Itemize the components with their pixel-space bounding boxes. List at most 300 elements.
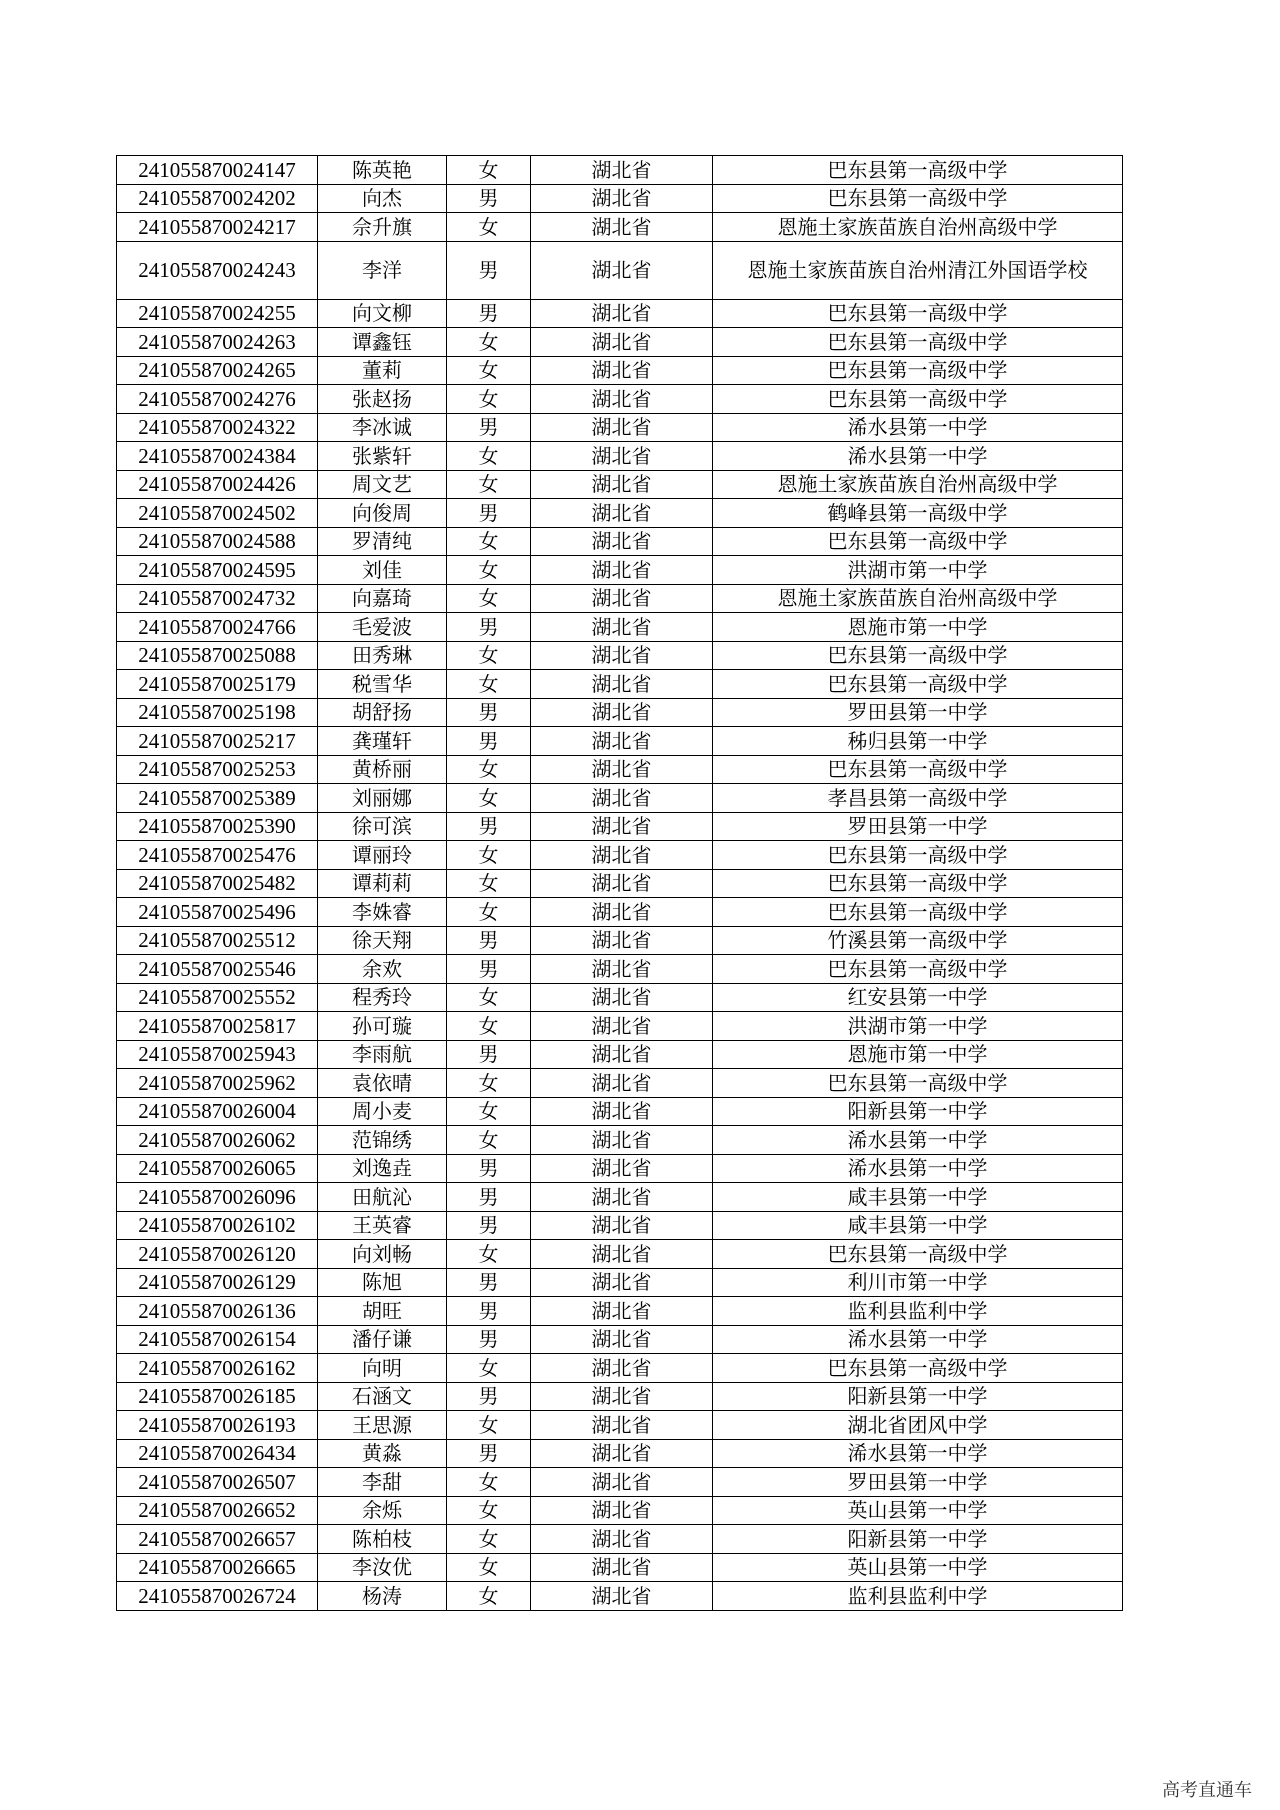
school-cell: 浠水县第一中学 <box>713 1154 1123 1183</box>
school-cell: 恩施土家族苗族自治州高级中学 <box>713 584 1123 613</box>
student-name-cell: 向俊周 <box>318 499 447 528</box>
province-cell: 湖北省 <box>531 755 713 784</box>
table-row <box>117 784 1123 813</box>
exam-id-cell: 241055870024595 <box>117 556 318 585</box>
school-cell: 巴东县第一高级中学 <box>713 299 1123 328</box>
province-cell: 湖北省 <box>531 1297 713 1326</box>
table-row <box>117 584 1123 613</box>
table-row <box>117 755 1123 784</box>
exam-id-cell: 241055870026154 <box>117 1325 318 1354</box>
province-cell: 湖北省 <box>531 1097 713 1126</box>
student-name-cell: 佘升旗 <box>318 213 447 242</box>
student-name-cell: 余烁 <box>318 1496 447 1525</box>
gender-cell: 女 <box>447 1553 531 1582</box>
school-cell: 巴东县第一高级中学 <box>713 1354 1123 1383</box>
gender-cell: 女 <box>447 328 531 357</box>
gender-cell: 女 <box>447 869 531 898</box>
school-cell: 秭归县第一中学 <box>713 727 1123 756</box>
student-name-cell: 程秀玲 <box>318 983 447 1012</box>
school-cell: 浠水县第一中学 <box>713 1126 1123 1155</box>
province-cell: 湖北省 <box>531 299 713 328</box>
student-name-cell: 陈柏枝 <box>318 1525 447 1554</box>
exam-id-cell: 241055870025546 <box>117 955 318 984</box>
exam-id-cell: 241055870026434 <box>117 1439 318 1468</box>
province-cell: 湖北省 <box>531 556 713 585</box>
student-name-cell: 潘仔谦 <box>318 1325 447 1354</box>
student-name-cell: 向嘉琦 <box>318 584 447 613</box>
exam-id-cell: 241055870025476 <box>117 841 318 870</box>
school-cell: 孝昌县第一高级中学 <box>713 784 1123 813</box>
exam-id-cell: 241055870025088 <box>117 641 318 670</box>
gender-cell: 女 <box>447 556 531 585</box>
province-cell: 湖北省 <box>531 926 713 955</box>
gender-cell: 男 <box>447 1183 531 1212</box>
school-cell: 巴东县第一高级中学 <box>713 955 1123 984</box>
student-name-cell: 向杰 <box>318 184 447 213</box>
province-cell: 湖北省 <box>531 413 713 442</box>
table-row <box>117 1525 1123 1554</box>
exam-id-cell: 241055870024276 <box>117 385 318 414</box>
student-name-cell: 张紫轩 <box>318 442 447 471</box>
student-name-cell: 张赵扬 <box>318 385 447 414</box>
province-cell: 湖北省 <box>531 898 713 927</box>
table-row <box>117 241 1123 299</box>
province-cell: 湖北省 <box>531 1183 713 1212</box>
table-row <box>117 1040 1123 1069</box>
student-name-cell: 李冰诚 <box>318 413 447 442</box>
gender-cell: 女 <box>447 442 531 471</box>
school-cell: 恩施市第一中学 <box>713 1040 1123 1069</box>
province-cell: 湖北省 <box>531 1126 713 1155</box>
student-name-cell: 周文艺 <box>318 470 447 499</box>
gender-cell: 男 <box>447 241 531 299</box>
table-row <box>117 1553 1123 1582</box>
school-cell: 英山县第一中学 <box>713 1496 1123 1525</box>
school-cell: 阳新县第一中学 <box>713 1525 1123 1554</box>
province-cell: 湖北省 <box>531 983 713 1012</box>
student-name-cell: 毛爱波 <box>318 613 447 642</box>
student-name-cell: 刘佳 <box>318 556 447 585</box>
school-cell: 罗田县第一中学 <box>713 1468 1123 1497</box>
table-row <box>117 1240 1123 1269</box>
table-row <box>117 328 1123 357</box>
gender-cell: 女 <box>447 784 531 813</box>
province-cell: 湖北省 <box>531 1411 713 1440</box>
exam-id-cell: 241055870024426 <box>117 470 318 499</box>
school-cell: 巴东县第一高级中学 <box>713 328 1123 357</box>
table-row <box>117 1154 1123 1183</box>
exam-id-cell: 241055870024265 <box>117 356 318 385</box>
school-cell: 咸丰县第一中学 <box>713 1183 1123 1212</box>
school-cell: 阳新县第一中学 <box>713 1382 1123 1411</box>
gender-cell: 女 <box>447 641 531 670</box>
table-row <box>117 527 1123 556</box>
exam-id-cell: 241055870026652 <box>117 1496 318 1525</box>
gender-cell: 女 <box>447 584 531 613</box>
exam-id-cell: 241055870024263 <box>117 328 318 357</box>
exam-id-cell: 241055870026162 <box>117 1354 318 1383</box>
table-row <box>117 869 1123 898</box>
school-cell: 巴东县第一高级中学 <box>713 641 1123 670</box>
school-cell: 洪湖市第一中学 <box>713 1012 1123 1041</box>
school-cell: 洪湖市第一中学 <box>713 556 1123 585</box>
table-row <box>117 385 1123 414</box>
school-cell: 巴东县第一高级中学 <box>713 898 1123 927</box>
table-row <box>117 983 1123 1012</box>
province-cell: 湖北省 <box>531 1069 713 1098</box>
student-name-cell: 李姝睿 <box>318 898 447 927</box>
exam-id-cell: 241055870024255 <box>117 299 318 328</box>
student-name-cell: 石涵文 <box>318 1382 447 1411</box>
school-cell: 恩施土家族苗族自治州高级中学 <box>713 213 1123 242</box>
student-name-cell: 余欢 <box>318 955 447 984</box>
gender-cell: 男 <box>447 499 531 528</box>
province-cell: 湖北省 <box>531 727 713 756</box>
student-name-cell: 陈旭 <box>318 1268 447 1297</box>
table-row <box>117 413 1123 442</box>
gender-cell: 男 <box>447 727 531 756</box>
province-cell: 湖北省 <box>531 1240 713 1269</box>
table-row <box>117 898 1123 927</box>
student-name-cell: 谭丽玲 <box>318 841 447 870</box>
province-cell: 湖北省 <box>531 955 713 984</box>
exam-id-cell: 241055870026185 <box>117 1382 318 1411</box>
student-name-cell: 胡舒扬 <box>318 698 447 727</box>
gender-cell: 男 <box>447 926 531 955</box>
student-name-cell: 孙可璇 <box>318 1012 447 1041</box>
exam-id-cell: 241055870026724 <box>117 1582 318 1611</box>
province-cell: 湖北省 <box>531 1325 713 1354</box>
student-name-cell: 董莉 <box>318 356 447 385</box>
student-name-cell: 陈英艳 <box>318 156 447 185</box>
school-cell: 巴东县第一高级中学 <box>713 385 1123 414</box>
table-row <box>117 812 1123 841</box>
table-row <box>117 955 1123 984</box>
province-cell: 湖北省 <box>531 584 713 613</box>
exam-id-cell: 241055870025943 <box>117 1040 318 1069</box>
province-cell: 湖北省 <box>531 527 713 556</box>
table-row <box>117 613 1123 642</box>
student-name-cell: 刘逸垚 <box>318 1154 447 1183</box>
student-name-cell: 田航沁 <box>318 1183 447 1212</box>
student-name-cell: 谭鑫钰 <box>318 328 447 357</box>
school-cell: 浠水县第一中学 <box>713 413 1123 442</box>
school-cell: 竹溪县第一高级中学 <box>713 926 1123 955</box>
gender-cell: 女 <box>447 1240 531 1269</box>
school-cell: 鹤峰县第一高级中学 <box>713 499 1123 528</box>
exam-id-cell: 241055870024384 <box>117 442 318 471</box>
student-name-cell: 李甜 <box>318 1468 447 1497</box>
exam-id-cell: 241055870025389 <box>117 784 318 813</box>
province-cell: 湖北省 <box>531 1439 713 1468</box>
gender-cell: 女 <box>447 1411 531 1440</box>
gender-cell: 男 <box>447 1382 531 1411</box>
exam-id-cell: 241055870025552 <box>117 983 318 1012</box>
gender-cell: 男 <box>447 1297 531 1326</box>
student-name-cell: 李洋 <box>318 241 447 299</box>
student-name-cell: 范锦绣 <box>318 1126 447 1155</box>
table-row <box>117 1496 1123 1525</box>
province-cell: 湖北省 <box>531 1211 713 1240</box>
watermark-text: 高考直通车 <box>1162 1780 1252 1801</box>
table-row <box>117 184 1123 213</box>
student-list-body <box>117 156 1123 1611</box>
gender-cell: 女 <box>447 1126 531 1155</box>
province-cell: 湖北省 <box>531 356 713 385</box>
table-row <box>117 841 1123 870</box>
province-cell: 湖北省 <box>531 328 713 357</box>
exam-id-cell: 241055870026665 <box>117 1553 318 1582</box>
gender-cell: 女 <box>447 1354 531 1383</box>
table-row <box>117 299 1123 328</box>
gender-cell: 男 <box>447 1325 531 1354</box>
table-row <box>117 1012 1123 1041</box>
table-row <box>117 1268 1123 1297</box>
student-name-cell: 袁依晴 <box>318 1069 447 1098</box>
gender-cell: 女 <box>447 1012 531 1041</box>
province-cell: 湖北省 <box>531 1525 713 1554</box>
gender-cell: 男 <box>447 413 531 442</box>
exam-id-cell: 241055870026129 <box>117 1268 318 1297</box>
school-cell: 利川市第一中学 <box>713 1268 1123 1297</box>
exam-id-cell: 241055870026120 <box>117 1240 318 1269</box>
province-cell: 湖北省 <box>531 1268 713 1297</box>
gender-cell: 女 <box>447 983 531 1012</box>
exam-id-cell: 241055870025817 <box>117 1012 318 1041</box>
gender-cell: 男 <box>447 1211 531 1240</box>
gender-cell: 女 <box>447 385 531 414</box>
table-row <box>117 356 1123 385</box>
school-cell: 浠水县第一中学 <box>713 1325 1123 1354</box>
exam-id-cell: 241055870026193 <box>117 1411 318 1440</box>
exam-id-cell: 241055870026507 <box>117 1468 318 1497</box>
student-name-cell: 周小麦 <box>318 1097 447 1126</box>
gender-cell: 女 <box>447 898 531 927</box>
student-name-cell: 杨涛 <box>318 1582 447 1611</box>
gender-cell: 女 <box>447 1468 531 1497</box>
table-row <box>117 156 1123 185</box>
gender-cell: 女 <box>447 1069 531 1098</box>
exam-id-cell: 241055870026065 <box>117 1154 318 1183</box>
school-cell: 巴东县第一高级中学 <box>713 527 1123 556</box>
table-row <box>117 1183 1123 1212</box>
exam-id-cell: 241055870024202 <box>117 184 318 213</box>
gender-cell: 女 <box>447 156 531 185</box>
province-cell: 湖北省 <box>531 184 713 213</box>
province-cell: 湖北省 <box>531 841 713 870</box>
exam-id-cell: 241055870024732 <box>117 584 318 613</box>
table-row <box>117 442 1123 471</box>
school-cell: 红安县第一中学 <box>713 983 1123 1012</box>
school-cell: 巴东县第一高级中学 <box>713 1240 1123 1269</box>
province-cell: 湖北省 <box>531 641 713 670</box>
table-row <box>117 926 1123 955</box>
exam-id-cell: 241055870025512 <box>117 926 318 955</box>
table-row <box>117 670 1123 699</box>
table-row <box>117 1297 1123 1326</box>
table-row <box>117 470 1123 499</box>
school-cell: 恩施土家族苗族自治州高级中学 <box>713 470 1123 499</box>
school-cell: 巴东县第一高级中学 <box>713 841 1123 870</box>
province-cell: 湖北省 <box>531 1012 713 1041</box>
school-cell: 阳新县第一中学 <box>713 1097 1123 1126</box>
gender-cell: 女 <box>447 755 531 784</box>
student-name-cell: 向文柳 <box>318 299 447 328</box>
exam-id-cell: 241055870024147 <box>117 156 318 185</box>
student-list-table <box>116 155 1123 1611</box>
table-row <box>117 1468 1123 1497</box>
student-name-cell: 罗清纯 <box>318 527 447 556</box>
student-name-cell: 黄桥丽 <box>318 755 447 784</box>
gender-cell: 女 <box>447 1525 531 1554</box>
exam-id-cell: 241055870025962 <box>117 1069 318 1098</box>
gender-cell: 女 <box>447 470 531 499</box>
table-row <box>117 1211 1123 1240</box>
student-name-cell: 李雨航 <box>318 1040 447 1069</box>
school-cell: 英山县第一中学 <box>713 1553 1123 1582</box>
gender-cell: 男 <box>447 184 531 213</box>
province-cell: 湖北省 <box>531 613 713 642</box>
school-cell: 浠水县第一中学 <box>713 1439 1123 1468</box>
table-row <box>117 1069 1123 1098</box>
gender-cell: 女 <box>447 1097 531 1126</box>
table-row <box>117 1354 1123 1383</box>
gender-cell: 男 <box>447 698 531 727</box>
table-row <box>117 499 1123 528</box>
province-cell: 湖北省 <box>531 241 713 299</box>
province-cell: 湖北省 <box>531 1468 713 1497</box>
student-name-cell: 胡旺 <box>318 1297 447 1326</box>
province-cell: 湖北省 <box>531 1496 713 1525</box>
table-row <box>117 641 1123 670</box>
school-cell: 巴东县第一高级中学 <box>713 356 1123 385</box>
school-cell: 咸丰县第一中学 <box>713 1211 1123 1240</box>
student-name-cell: 李汝优 <box>318 1553 447 1582</box>
table-row <box>117 1439 1123 1468</box>
student-name-cell: 向刘畅 <box>318 1240 447 1269</box>
gender-cell: 男 <box>447 1040 531 1069</box>
school-cell: 浠水县第一中学 <box>713 442 1123 471</box>
exam-id-cell: 241055870025482 <box>117 869 318 898</box>
exam-id-cell: 241055870025198 <box>117 698 318 727</box>
school-cell: 监利县监利中学 <box>713 1582 1123 1611</box>
gender-cell: 女 <box>447 841 531 870</box>
province-cell: 湖北省 <box>531 470 713 499</box>
school-cell: 巴东县第一高级中学 <box>713 156 1123 185</box>
province-cell: 湖北省 <box>531 385 713 414</box>
exam-id-cell: 241055870024502 <box>117 499 318 528</box>
school-cell: 巴东县第一高级中学 <box>713 184 1123 213</box>
table-row <box>117 1382 1123 1411</box>
province-cell: 湖北省 <box>531 670 713 699</box>
student-name-cell: 王思源 <box>318 1411 447 1440</box>
province-cell: 湖北省 <box>531 213 713 242</box>
school-cell: 罗田县第一中学 <box>713 812 1123 841</box>
province-cell: 湖北省 <box>531 1582 713 1611</box>
school-cell: 监利县监利中学 <box>713 1297 1123 1326</box>
province-cell: 湖北省 <box>531 1040 713 1069</box>
school-cell: 恩施土家族苗族自治州清江外国语学校 <box>713 241 1123 299</box>
gender-cell: 女 <box>447 670 531 699</box>
gender-cell: 男 <box>447 1268 531 1297</box>
exam-id-cell: 241055870026062 <box>117 1126 318 1155</box>
province-cell: 湖北省 <box>531 1354 713 1383</box>
school-cell: 恩施市第一中学 <box>713 613 1123 642</box>
exam-id-cell: 241055870024217 <box>117 213 318 242</box>
table-row <box>117 1097 1123 1126</box>
gender-cell: 女 <box>447 213 531 242</box>
province-cell: 湖北省 <box>531 1553 713 1582</box>
gender-cell: 男 <box>447 613 531 642</box>
table-row <box>117 727 1123 756</box>
exam-id-cell: 241055870025390 <box>117 812 318 841</box>
gender-cell: 男 <box>447 955 531 984</box>
gender-cell: 女 <box>447 1496 531 1525</box>
gender-cell: 男 <box>447 812 531 841</box>
exam-id-cell: 241055870026657 <box>117 1525 318 1554</box>
exam-id-cell: 241055870024322 <box>117 413 318 442</box>
exam-id-cell: 241055870026096 <box>117 1183 318 1212</box>
exam-id-cell: 241055870025496 <box>117 898 318 927</box>
exam-id-cell: 241055870026136 <box>117 1297 318 1326</box>
table-row <box>117 1126 1123 1155</box>
gender-cell: 女 <box>447 527 531 556</box>
province-cell: 湖北省 <box>531 1382 713 1411</box>
student-name-cell: 王英睿 <box>318 1211 447 1240</box>
student-name-cell: 田秀琳 <box>318 641 447 670</box>
student-name-cell: 谭莉莉 <box>318 869 447 898</box>
gender-cell: 女 <box>447 1582 531 1611</box>
province-cell: 湖北省 <box>531 869 713 898</box>
province-cell: 湖北省 <box>531 442 713 471</box>
province-cell: 湖北省 <box>531 698 713 727</box>
exam-id-cell: 241055870025253 <box>117 755 318 784</box>
gender-cell: 男 <box>447 299 531 328</box>
exam-id-cell: 241055870024766 <box>117 613 318 642</box>
school-cell: 湖北省团风中学 <box>713 1411 1123 1440</box>
school-cell: 巴东县第一高级中学 <box>713 869 1123 898</box>
school-cell: 巴东县第一高级中学 <box>713 670 1123 699</box>
table-row <box>117 556 1123 585</box>
gender-cell: 男 <box>447 1439 531 1468</box>
student-name-cell: 税雪华 <box>318 670 447 699</box>
exam-id-cell: 241055870024243 <box>117 241 318 299</box>
table-row <box>117 698 1123 727</box>
student-name-cell: 徐可滨 <box>318 812 447 841</box>
exam-id-cell: 241055870025217 <box>117 727 318 756</box>
table-row <box>117 213 1123 242</box>
student-name-cell: 刘丽娜 <box>318 784 447 813</box>
province-cell: 湖北省 <box>531 156 713 185</box>
province-cell: 湖北省 <box>531 499 713 528</box>
exam-id-cell: 241055870024588 <box>117 527 318 556</box>
student-name-cell: 向明 <box>318 1354 447 1383</box>
student-name-cell: 徐天翔 <box>318 926 447 955</box>
province-cell: 湖北省 <box>531 812 713 841</box>
province-cell: 湖北省 <box>531 1154 713 1183</box>
school-cell: 罗田县第一中学 <box>713 698 1123 727</box>
table-row <box>117 1411 1123 1440</box>
gender-cell: 男 <box>447 1154 531 1183</box>
table-row <box>117 1582 1123 1611</box>
exam-id-cell: 241055870025179 <box>117 670 318 699</box>
exam-id-cell: 241055870026102 <box>117 1211 318 1240</box>
student-name-cell: 黄淼 <box>318 1439 447 1468</box>
table-row <box>117 1325 1123 1354</box>
province-cell: 湖北省 <box>531 784 713 813</box>
school-cell: 巴东县第一高级中学 <box>713 755 1123 784</box>
gender-cell: 女 <box>447 356 531 385</box>
